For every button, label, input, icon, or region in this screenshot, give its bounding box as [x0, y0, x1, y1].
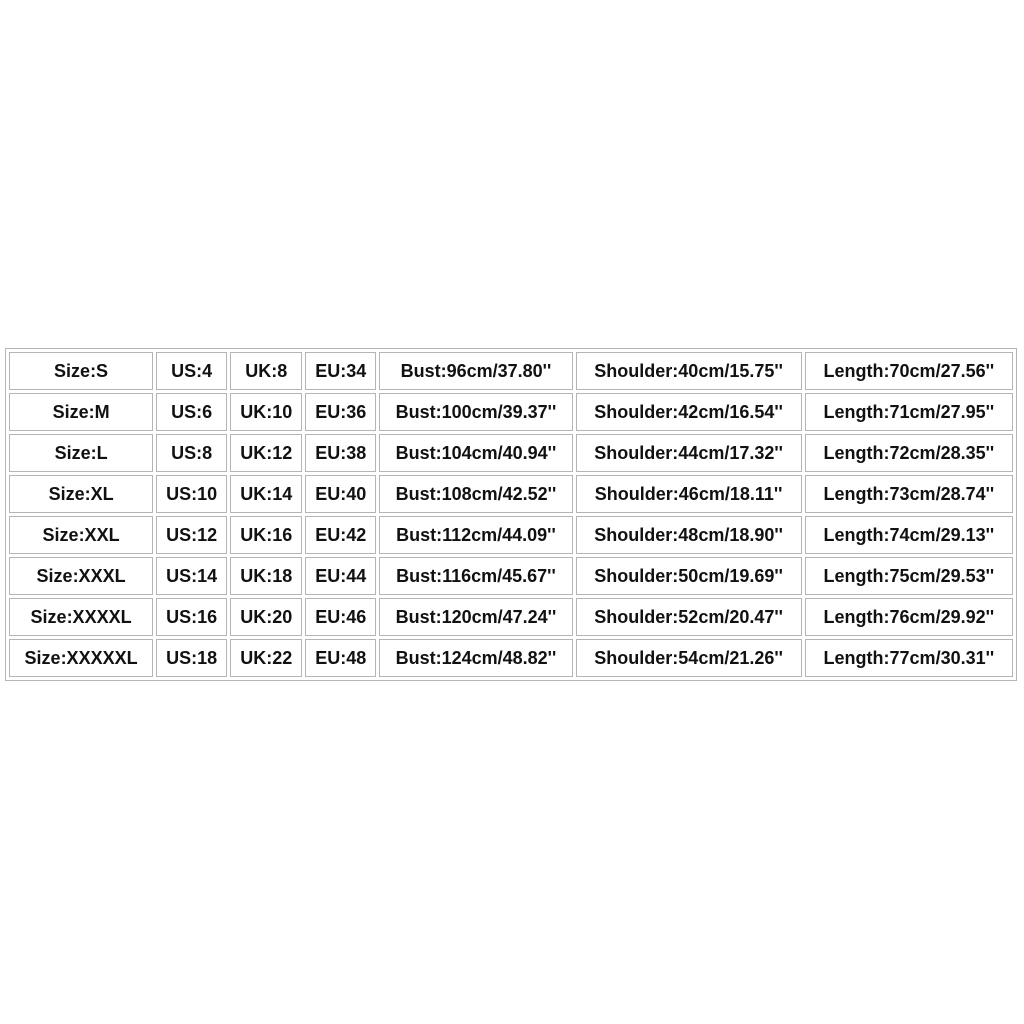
us-size-cell: US:18 — [156, 639, 227, 677]
us-size-cell: US:4 — [156, 352, 227, 390]
table-row — [9, 434, 1013, 472]
uk-size-cell: UK:10 — [230, 393, 302, 431]
shoulder-cell: Shoulder:48cm/18.90'' — [576, 516, 802, 554]
shoulder-cell: Shoulder:44cm/17.32'' — [576, 434, 802, 472]
length-cell: Length:72cm/28.35'' — [805, 434, 1013, 472]
length-cell: Length:71cm/27.95'' — [805, 393, 1013, 431]
shoulder-cell: Shoulder:46cm/18.11'' — [576, 475, 802, 513]
bust-cell: Bust:116cm/45.67'' — [379, 557, 572, 595]
length-cell: Length:77cm/30.31'' — [805, 639, 1013, 677]
bust-cell: Bust:120cm/47.24'' — [379, 598, 572, 636]
length-cell: Length:76cm/29.92'' — [805, 598, 1013, 636]
us-size-cell: US:6 — [156, 393, 227, 431]
table-row — [9, 516, 1013, 554]
uk-size-cell: UK:20 — [230, 598, 302, 636]
shoulder-cell: Shoulder:54cm/21.26'' — [576, 639, 802, 677]
table-row — [9, 393, 1013, 431]
shoulder-cell: Shoulder:40cm/15.75'' — [576, 352, 802, 390]
bust-cell: Bust:104cm/40.94'' — [379, 434, 572, 472]
length-cell: Length:73cm/28.74'' — [805, 475, 1013, 513]
bust-cell: Bust:100cm/39.37'' — [379, 393, 572, 431]
uk-size-cell: UK:8 — [230, 352, 302, 390]
us-size-cell: US:14 — [156, 557, 227, 595]
us-size-cell: US:16 — [156, 598, 227, 636]
uk-size-cell: UK:14 — [230, 475, 302, 513]
uk-size-cell: UK:22 — [230, 639, 302, 677]
us-size-cell: US:12 — [156, 516, 227, 554]
eu-size-cell: EU:48 — [305, 639, 376, 677]
uk-size-cell: UK:16 — [230, 516, 302, 554]
eu-size-cell: EU:36 — [305, 393, 376, 431]
eu-size-cell: EU:44 — [305, 557, 376, 595]
bust-cell: Bust:112cm/44.09'' — [379, 516, 572, 554]
table-row — [9, 639, 1013, 677]
bust-cell: Bust:124cm/48.82'' — [379, 639, 572, 677]
us-size-cell: US:8 — [156, 434, 227, 472]
size-chart-table — [5, 348, 1017, 681]
eu-size-cell: EU:42 — [305, 516, 376, 554]
eu-size-cell: EU:38 — [305, 434, 376, 472]
length-cell: Length:75cm/29.53'' — [805, 557, 1013, 595]
size-cell: Size:XXXXXL — [9, 639, 153, 677]
eu-size-cell: EU:46 — [305, 598, 376, 636]
table-row — [9, 475, 1013, 513]
shoulder-cell: Shoulder:50cm/19.69'' — [576, 557, 802, 595]
table-row — [9, 352, 1013, 390]
eu-size-cell: EU:34 — [305, 352, 376, 390]
size-cell: Size:L — [9, 434, 153, 472]
uk-size-cell: UK:18 — [230, 557, 302, 595]
size-cell: Size:XL — [9, 475, 153, 513]
size-cell: Size:XXL — [9, 516, 153, 554]
table-row — [9, 598, 1013, 636]
bust-cell: Bust:96cm/37.80'' — [379, 352, 572, 390]
shoulder-cell: Shoulder:42cm/16.54'' — [576, 393, 802, 431]
size-cell: Size:M — [9, 393, 153, 431]
uk-size-cell: UK:12 — [230, 434, 302, 472]
bust-cell: Bust:108cm/42.52'' — [379, 475, 572, 513]
length-cell: Length:74cm/29.13'' — [805, 516, 1013, 554]
size-cell: Size:S — [9, 352, 153, 390]
table-row — [9, 557, 1013, 595]
eu-size-cell: EU:40 — [305, 475, 376, 513]
length-cell: Length:70cm/27.56'' — [805, 352, 1013, 390]
size-cell: Size:XXXL — [9, 557, 153, 595]
size-cell: Size:XXXXL — [9, 598, 153, 636]
shoulder-cell: Shoulder:52cm/20.47'' — [576, 598, 802, 636]
us-size-cell: US:10 — [156, 475, 227, 513]
